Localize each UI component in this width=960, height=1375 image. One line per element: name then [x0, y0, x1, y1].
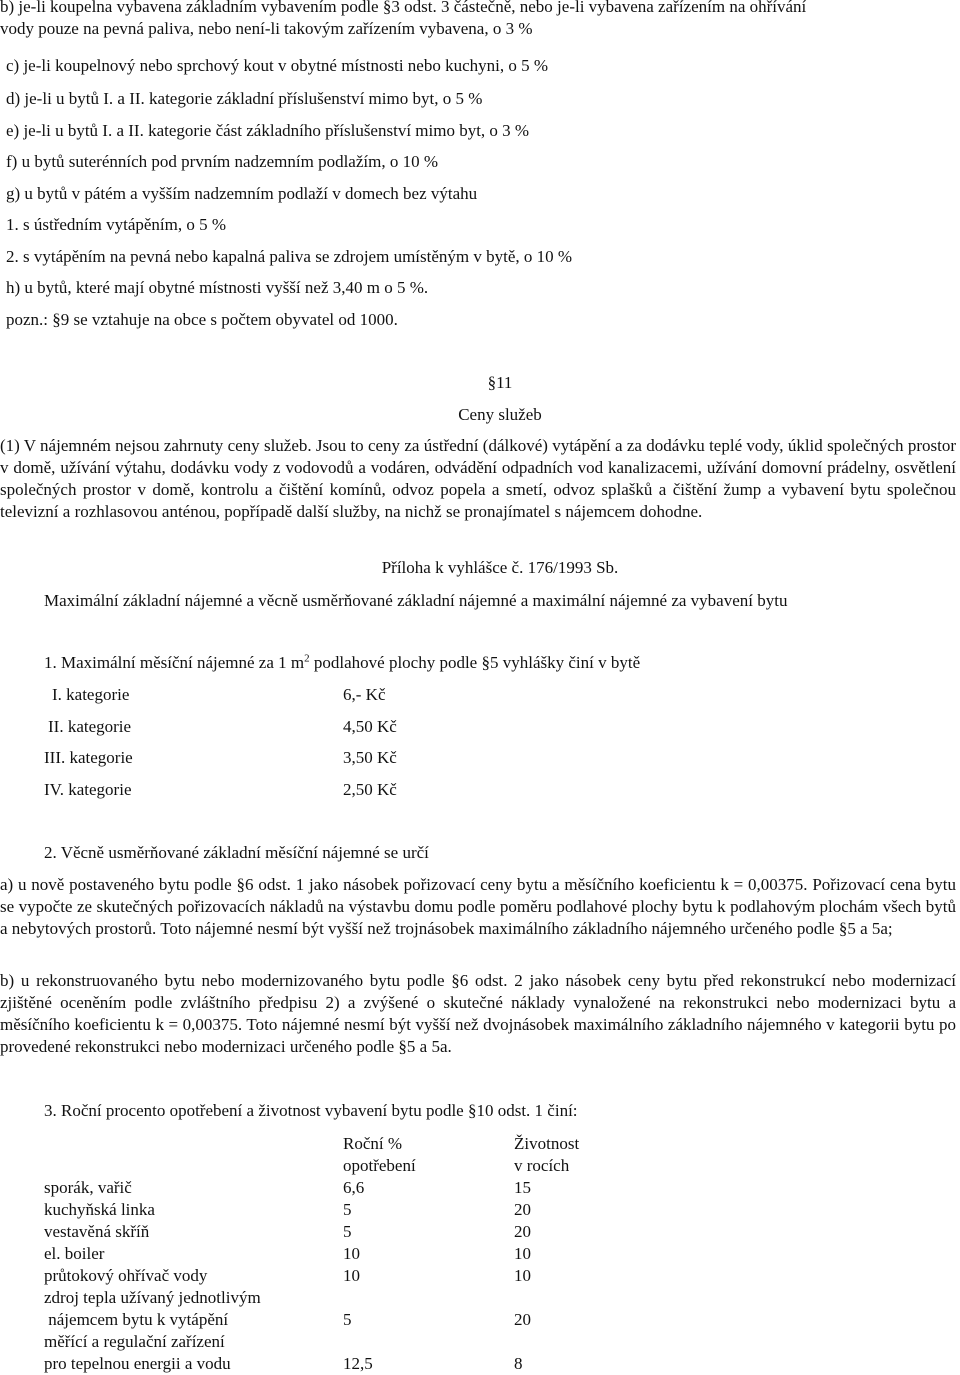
part3-col-rate-header-2: opotřebení [343, 1156, 416, 1175]
part3-item: kuchyňská linka [44, 1200, 155, 1219]
part3-col-life-header-2: v rocích [514, 1156, 570, 1175]
part3-life: 15 [514, 1178, 531, 1197]
intro-line-b2: vody pouze na pevná paliva, nebo není-li takovým zařízením vybavena, o 3 % [0, 19, 533, 38]
part1-price: 6,- Kč [343, 685, 386, 704]
part3-rate: 12,5 [343, 1354, 373, 1373]
part1-price: 3,50 Kč [343, 748, 397, 767]
part3-item: pro tepelnou energii a vodu [44, 1354, 231, 1373]
intro-item-d: d) je-li u bytů I. a II. kategorie základní příslušenství mimo byt, o 5 % [6, 89, 483, 108]
intro-item-c: c) je-li koupelnový nebo sprchový kout v obytné místnosti nebo kuchyni, o 5 % [6, 56, 549, 75]
intro-item-h: h) u bytů, které mají obytné místnosti vyšší než 3,40 m o 5 %. [6, 278, 429, 297]
intro-item-g2: 2. s vytápěním na pevná nebo kapalná paliva se zdrojem umístěným v bytě, o 10 % [6, 247, 573, 266]
part3-item: el. boiler [44, 1244, 105, 1263]
annex-subtitle: Maximální základní nájemné a věcně usměrňované základní nájemné a maximální nájemné za vybavení bytu [44, 591, 788, 610]
part3-rate: 6,6 [343, 1178, 365, 1197]
part3-life: 20 [514, 1222, 531, 1241]
section-11-title: Ceny služeb [458, 405, 542, 424]
part1-category: II. kategorie [48, 717, 132, 736]
part1-heading-text: 1. Maximální měsíční nájemné za 1 m [44, 653, 305, 672]
part3-col-rate-header: Roční % [343, 1134, 403, 1153]
part1-heading [44, 652, 640, 674]
intro-item-f: f) u bytů suterénních pod prvním nadzemním podlažím, o 10 % [6, 152, 438, 171]
part1-heading-text-end: podlahové plochy podle §5 vyhlášky činí v bytě [309, 653, 641, 672]
part3-heading: 3. Roční procento opotřebení a životnost vybavení bytu podle §10 odst. 1 činí: [44, 1101, 578, 1120]
part2-para-b: b) u rekonstruovaného bytu nebo modernizovaného bytu podle §6 odst. 2 jako násobek ceny bytu před rekonstrukcí nebo modernizací zjištěné oceněním podle zvláštního předpisu 2) a zvýšené o skutečné náklady vynaložené na rekonstrukci nebo modernizaci bytu a měsíčního koeficientu k = 0,00375. Toto nájemné nesmí být vyšší než dvojnásobek maximálního základního nájemného v kategorii bytu po provedené rekonstrukci nebo modernizaci určeného podle §5 a 5a. [0, 971, 956, 1056]
part1-category: IV. kategorie [44, 780, 132, 799]
part2-heading: 2. Věcně usměrňované základní měsíční nájemné se určí [44, 843, 429, 862]
intro-note: pozn.: §9 se vztahuje na obce s počtem obyvatel od 1000. [6, 310, 398, 329]
part1-category: I. kategorie [52, 685, 130, 704]
part3-item: nájemcem bytu k vytápění [44, 1310, 229, 1329]
intro-item-e: e) je-li u bytů I. a II. kategorie část základního příslušenství mimo byt, o 3 % [6, 121, 530, 140]
part3-item: průtokový ohřívač vody [44, 1266, 208, 1285]
part3-life: 20 [514, 1200, 531, 1219]
part1-price: 2,50 Kč [343, 780, 397, 799]
part1-category: III. kategorie [44, 748, 133, 767]
part3-col-life-header: Životnost [514, 1134, 580, 1153]
annex-title: Příloha k vyhlášce č. 176/1993 Sb. [381, 558, 619, 577]
intro-item-g: g) u bytů v pátém a vyšším nadzemním podlaží v domech bez výtahu [6, 184, 478, 203]
part3-rate: 10 [343, 1244, 360, 1263]
part3-item: sporák, vařič [44, 1178, 132, 1197]
part3-life: 20 [514, 1310, 531, 1329]
part1-price: 4,50 Kč [343, 717, 397, 736]
part3-item: zdroj tepla užívaný jednotlivým [44, 1288, 261, 1307]
part1-heading-sup: 2 [304, 652, 310, 665]
part3-item: měřící a regulační zařízení [44, 1332, 225, 1351]
part3-rate: 5 [343, 1200, 352, 1219]
part3-life: 8 [514, 1354, 523, 1373]
intro-item-g1: 1. s ústředním vytápěním, o 5 % [6, 215, 227, 234]
part3-item: vestavěná skříň [44, 1222, 150, 1241]
intro-line-b1: b) je-li koupelna vybavena základním vybavením podle §3 odst. 3 částečně, nebo je-li vybavena zařízením na ohřívání [0, 0, 807, 16]
part3-life: 10 [514, 1266, 531, 1285]
part2-para-a: a) u nově postaveného bytu podle §6 odst. 1 jako násobek pořizovací ceny bytu a měsíčního koeficientu k = 0,00375. Pořizovací cena bytu se vypočte ze skutečných pořizovacích nákladů na výstavbu domu podle poměru podlahové plochy bytu k podlahovým plochám všech bytů a nebytových prostorů. Toto nájemné nesmí být vyšší než trojnásobek maximálního základního nájemného určeného podle §5 a 5a; [0, 875, 956, 938]
section-11-heading: §11 [487, 373, 513, 392]
part3-rate: 5 [343, 1222, 352, 1241]
part3-life: 10 [514, 1244, 531, 1263]
part3-rate: 5 [343, 1310, 352, 1329]
section-11-paragraph: (1) V nájemném nejsou zahrnuty ceny služeb. Jsou to ceny za ústřední (dálkové) vytápění a za dodávku teplé vody, úklid společných prostor v domě, užívání výtahu, dodávku vody z vodovodů a vodáren, odvádění odpadních vod kanalizacemi, užívání domovní prádelny, osvětlení společných prostor v domě, kontrolu a čištění komínů, odvoz popela a smetí, odvoz splašků a čištění žump a vybavení bytu společnou televizní a rozhlasovou anténou, popřípadě další služby, na nichž se pronajímatel s nájemcem dohodne. [0, 436, 956, 521]
part3-rate: 10 [343, 1266, 360, 1285]
